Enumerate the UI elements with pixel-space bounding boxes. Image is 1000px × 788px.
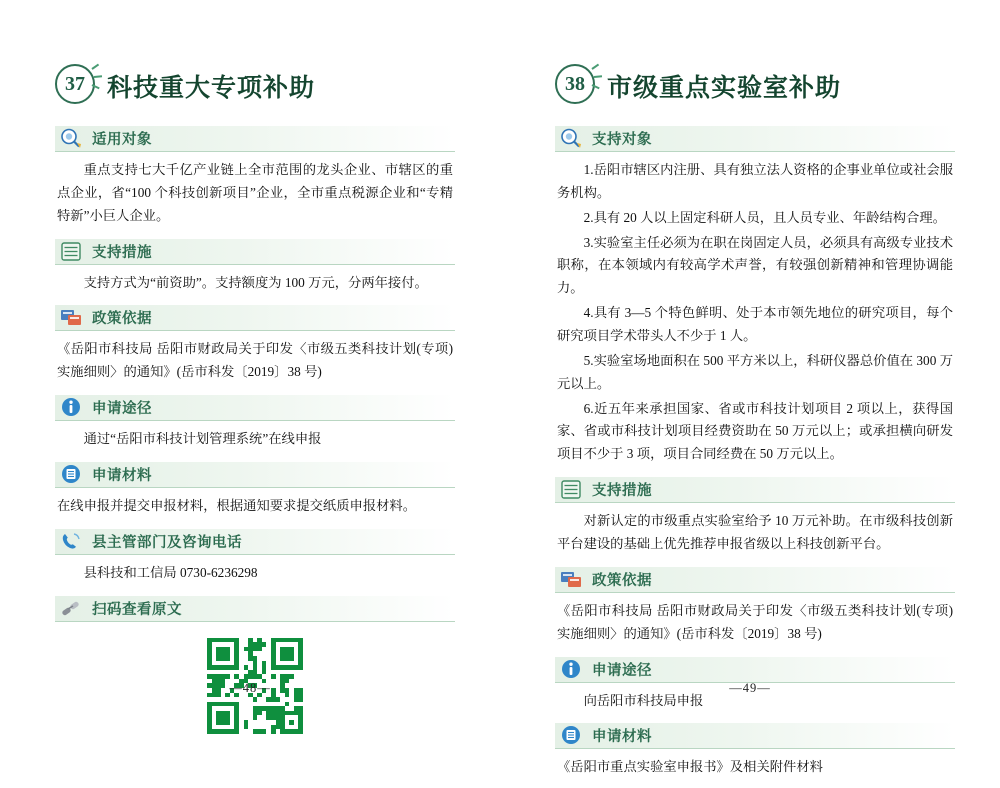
section-header (55, 462, 455, 488)
support-measures-icon (558, 478, 584, 501)
section-header (55, 395, 455, 421)
paragraph: 2.具有 20 人以上固定科研人员，且人员专业、年龄结构合理。 (583, 209, 946, 225)
section-title: 扫码查看原文 (92, 601, 182, 618)
application-channel-icon (58, 396, 84, 419)
scan-qr-icon (58, 597, 84, 620)
page-title: 科技重大专项补助 (107, 75, 316, 102)
section-body (555, 503, 955, 565)
section-body (555, 593, 955, 655)
paragraph: 3.实验室主任必须为在职在岗固定人员，必须具有高级专业技术职称，在本领域内有较高学术声誉，有较强创新精神和管理协调能力。 (557, 234, 953, 296)
section-header (55, 305, 455, 331)
page-right (500, 0, 1000, 775)
page-folio: —48— (229, 681, 271, 695)
page-folio: —49— (729, 681, 771, 695)
paragraph: 《岳阳市科技局 岳阳市财政局关于印发〈市级五类科技计划(专项)实施细则〉的通知》(岳市科发〔2019〕38 号) (57, 341, 453, 380)
section-title: 申请途径 (92, 401, 152, 418)
section-title: 支持措施 (592, 483, 652, 500)
section-body (55, 421, 455, 460)
page-title: 市级重点实验室补助 (607, 75, 842, 102)
page-right-title-row (555, 60, 955, 112)
paragraph: 县科技和工信局 0730-6236298 (83, 564, 258, 580)
section-header (555, 477, 955, 503)
section-title: 适用对象 (92, 132, 152, 148)
section-body (55, 488, 455, 527)
section-header (555, 567, 955, 593)
policy-basis-icon (558, 568, 584, 591)
page-left-title-row (55, 60, 455, 112)
section-application-channel (55, 395, 455, 460)
section-title: 支持对象 (592, 132, 652, 148)
section-title: 申请材料 (592, 729, 652, 746)
section-header (55, 596, 455, 622)
section-header (555, 723, 955, 749)
section-title: 政策依据 (92, 311, 152, 328)
phone-icon (58, 530, 84, 553)
paragraph: 《岳阳市科技局 岳阳市财政局关于印发〈市级五类科技计划(专项)实施细则〉的通知》(岳市科发〔2019〕38 号) (557, 602, 953, 641)
support-measures-icon (58, 240, 84, 263)
paragraph: 重点支持七大千亿产业链上全市范围的龙头企业、市辖区的重点企业，省“100 个科技创新项目”企业，全市重点税源企业和“专精特新”小巨人企业。 (57, 162, 453, 223)
paragraph: 5.实验室场地面积在 500 平方米以上，科研仪器总价值在 300 万元以上。 (557, 352, 953, 391)
section-application-materials (55, 462, 455, 527)
section-policy-basis (555, 567, 955, 655)
section-header (555, 126, 955, 152)
section-title: 申请材料 (92, 468, 152, 485)
section-number-badge (55, 64, 99, 108)
badge-number: 38 (565, 73, 585, 95)
paragraph: 1.岳阳市辖区内注册、具有独立法人资格的企事业单位或社会服务机构。 (557, 162, 953, 200)
section-body (55, 555, 455, 594)
paragraph: 《岳阳市重点实验室申报书》及相关附件材料 (557, 759, 823, 775)
policy-basis-icon (58, 306, 84, 329)
section-header (55, 126, 455, 152)
application-channel-icon (558, 658, 584, 681)
section-body (55, 331, 455, 393)
target-audience-icon (558, 127, 584, 150)
paragraph: 对新认定的市级重点实验室给予 10 万元补助。在市级科技创新平台建设的基础上优先推荐申报省级以上科技创新平台。 (557, 513, 953, 552)
section-body (55, 152, 455, 237)
section-body (55, 265, 455, 304)
badge-number: 37 (65, 73, 85, 95)
section-title: 申请途径 (592, 662, 652, 679)
section-title: 县主管部门及咨询电话 (92, 534, 242, 551)
section-title: 政策依据 (592, 572, 652, 589)
badge-tick-icon (594, 75, 602, 78)
section-scan-qr (55, 596, 455, 734)
section-body (555, 152, 955, 475)
section-target-audience (55, 126, 455, 237)
section-support-measures (55, 239, 455, 304)
paragraph: 6.近五年来承担国家、省或市科技计划项目 2 项以上，获得国家、省或市科技计划项目经费资助在 50 万元以上；或承担横向研发项目不少于 3 项，项目合同经费在 50 万元以上。 (557, 400, 953, 462)
section-application-materials (555, 723, 955, 788)
section-title: 支持措施 (92, 244, 152, 261)
paragraph: 通过“岳阳市科技计划管理系统”在线申报 (83, 431, 322, 447)
section-header (55, 239, 455, 265)
section-body (555, 749, 955, 788)
target-audience-icon (58, 127, 84, 150)
section-target-audience (555, 126, 955, 475)
paragraph: 向岳阳市科技局申报 (583, 692, 704, 708)
section-support-measures (555, 477, 955, 565)
badge-tick-icon (94, 75, 102, 78)
section-header (55, 529, 455, 555)
section-contact-phone (55, 529, 455, 594)
section-policy-basis (55, 305, 455, 393)
paragraph: 在线申报并提交申报材料，根据通知要求提交纸质申报材料。 (57, 498, 417, 514)
section-header (555, 657, 955, 683)
page-left (0, 0, 500, 736)
paragraph: 支持方式为“前资助”。支持额度为 100 万元，分两年接付。 (83, 274, 428, 290)
section-number-badge (555, 64, 599, 108)
paragraph: 4.具有 3—5 个特色鲜明、处于本市领先地位的研究项目，每个研究项目学术带头人不少于 1 人。 (557, 305, 953, 344)
application-materials-icon (58, 463, 84, 486)
